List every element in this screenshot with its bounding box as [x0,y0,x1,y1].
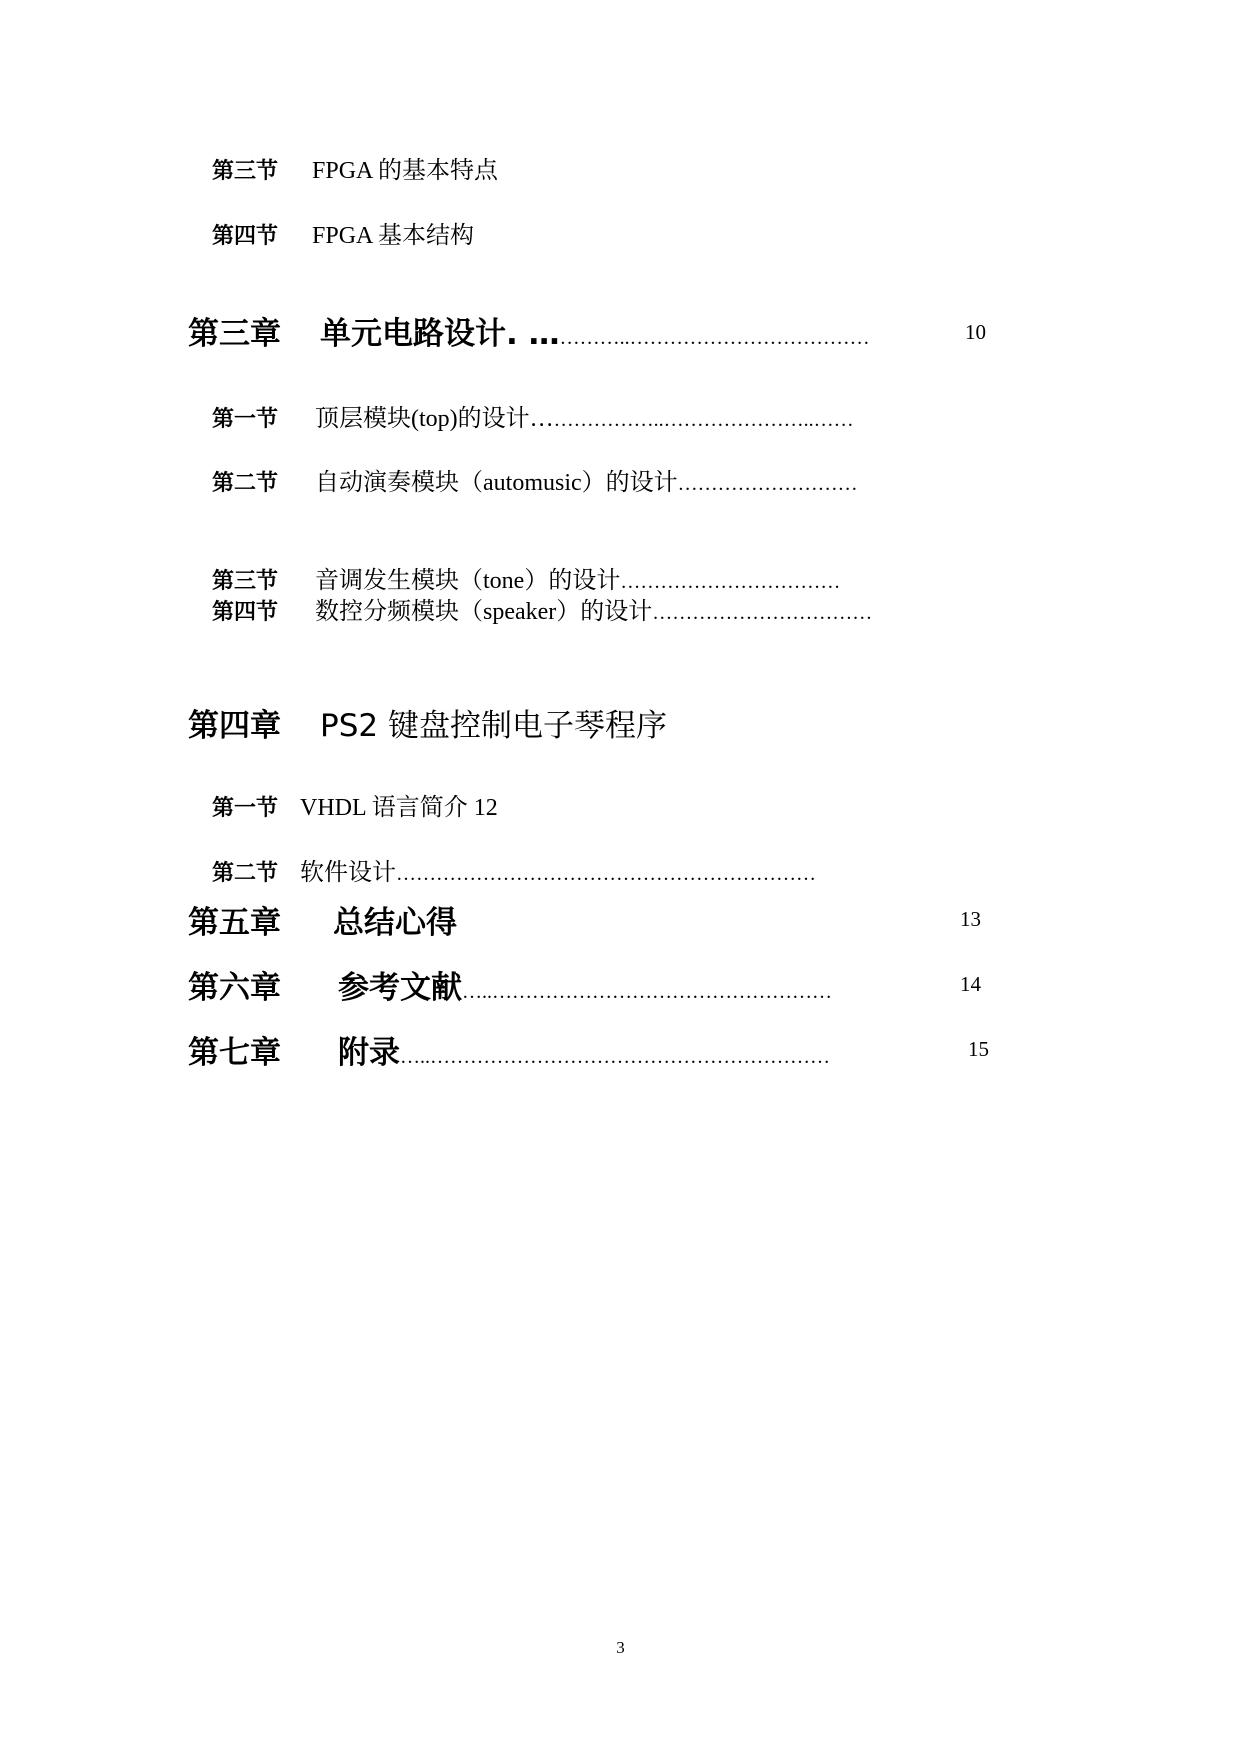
toc-leader-dots: …..…………………………………………………… [400,1046,830,1068]
toc-leader-dots: …………………………… [652,602,873,624]
toc-chapter-title: 总结心得 [333,905,457,941]
toc-entry-section [212,398,854,433]
page-number-footer: 3 [616,1638,625,1657]
toc-leader-dots: ……………………… [677,473,858,495]
toc-entry-chapter [188,700,667,745]
toc-chapter-title: 参考文献 [338,970,462,1006]
toc-entry-chapter [188,962,832,1007]
toc-section-label: 第四节 [212,224,279,249]
toc-page-number: 15 [968,1037,989,1061]
toc-page-number: 13 [960,907,981,931]
toc-section-title: VHDL 语言简介 12 [300,795,498,821]
toc-section-title: 数控分频模块（speaker）的设计 [315,599,653,625]
toc-chapter-title: 附录 [338,1035,400,1071]
toc-page-number: 14 [960,972,981,996]
toc-entry-chapter [188,1027,830,1072]
toc-leader-dots: ……………..…………………..…… [553,409,854,431]
toc-entry-section [212,462,858,497]
toc-chapter-title: 单元电路设计. … [320,316,560,352]
toc-entry-section [212,591,872,626]
toc-chapter-label: 第三章 [188,316,281,352]
toc-entry-section [212,560,840,595]
toc-page-number: 10 [965,320,986,344]
toc-section-label: 第二节 [212,471,279,496]
toc-section-title: 自动演奏模块（automusic）的设计 [315,470,678,496]
toc-leader-dots: …..…………………………………………… [462,981,832,1003]
toc-section-title: 音调发生模块（tone）的设计 [315,568,621,594]
toc-entry-section [212,150,498,185]
toc-chapter-title: PS2 键盘控制电子琴程序 [320,708,667,744]
toc-entry-chapter [188,308,870,353]
toc-section-label: 第一节 [212,796,279,821]
toc-chapter-label: 第六章 [188,970,281,1006]
toc-section-title: FPGA 基本结构 [312,223,475,249]
toc-leader-dots: ……………………………………………………… [396,863,816,885]
toc-entry-section [212,852,816,887]
toc-section-label: 第三节 [212,159,279,184]
toc-entry-section [212,215,474,250]
toc-section-label: 第二节 [212,861,279,886]
toc-chapter-label: 第五章 [188,905,281,941]
toc-leader-dots: …………………………… [620,571,841,593]
toc-section-label: 第三节 [212,569,279,594]
toc-section-title: 顶层模块(top)的设计… [315,406,554,432]
toc-leader-dots: ………..……………………………… [559,327,870,349]
toc-section-title: FPGA 的基本特点 [312,158,499,184]
toc-section-label: 第四节 [212,600,279,625]
toc-section-label: 第一节 [212,407,279,432]
toc-chapter-label: 第七章 [188,1035,281,1071]
toc-entry-chapter [188,897,457,942]
toc-section-title: 软件设计 [300,860,396,886]
toc-entry-section [212,787,498,822]
toc-chapter-label: 第四章 [188,708,281,744]
